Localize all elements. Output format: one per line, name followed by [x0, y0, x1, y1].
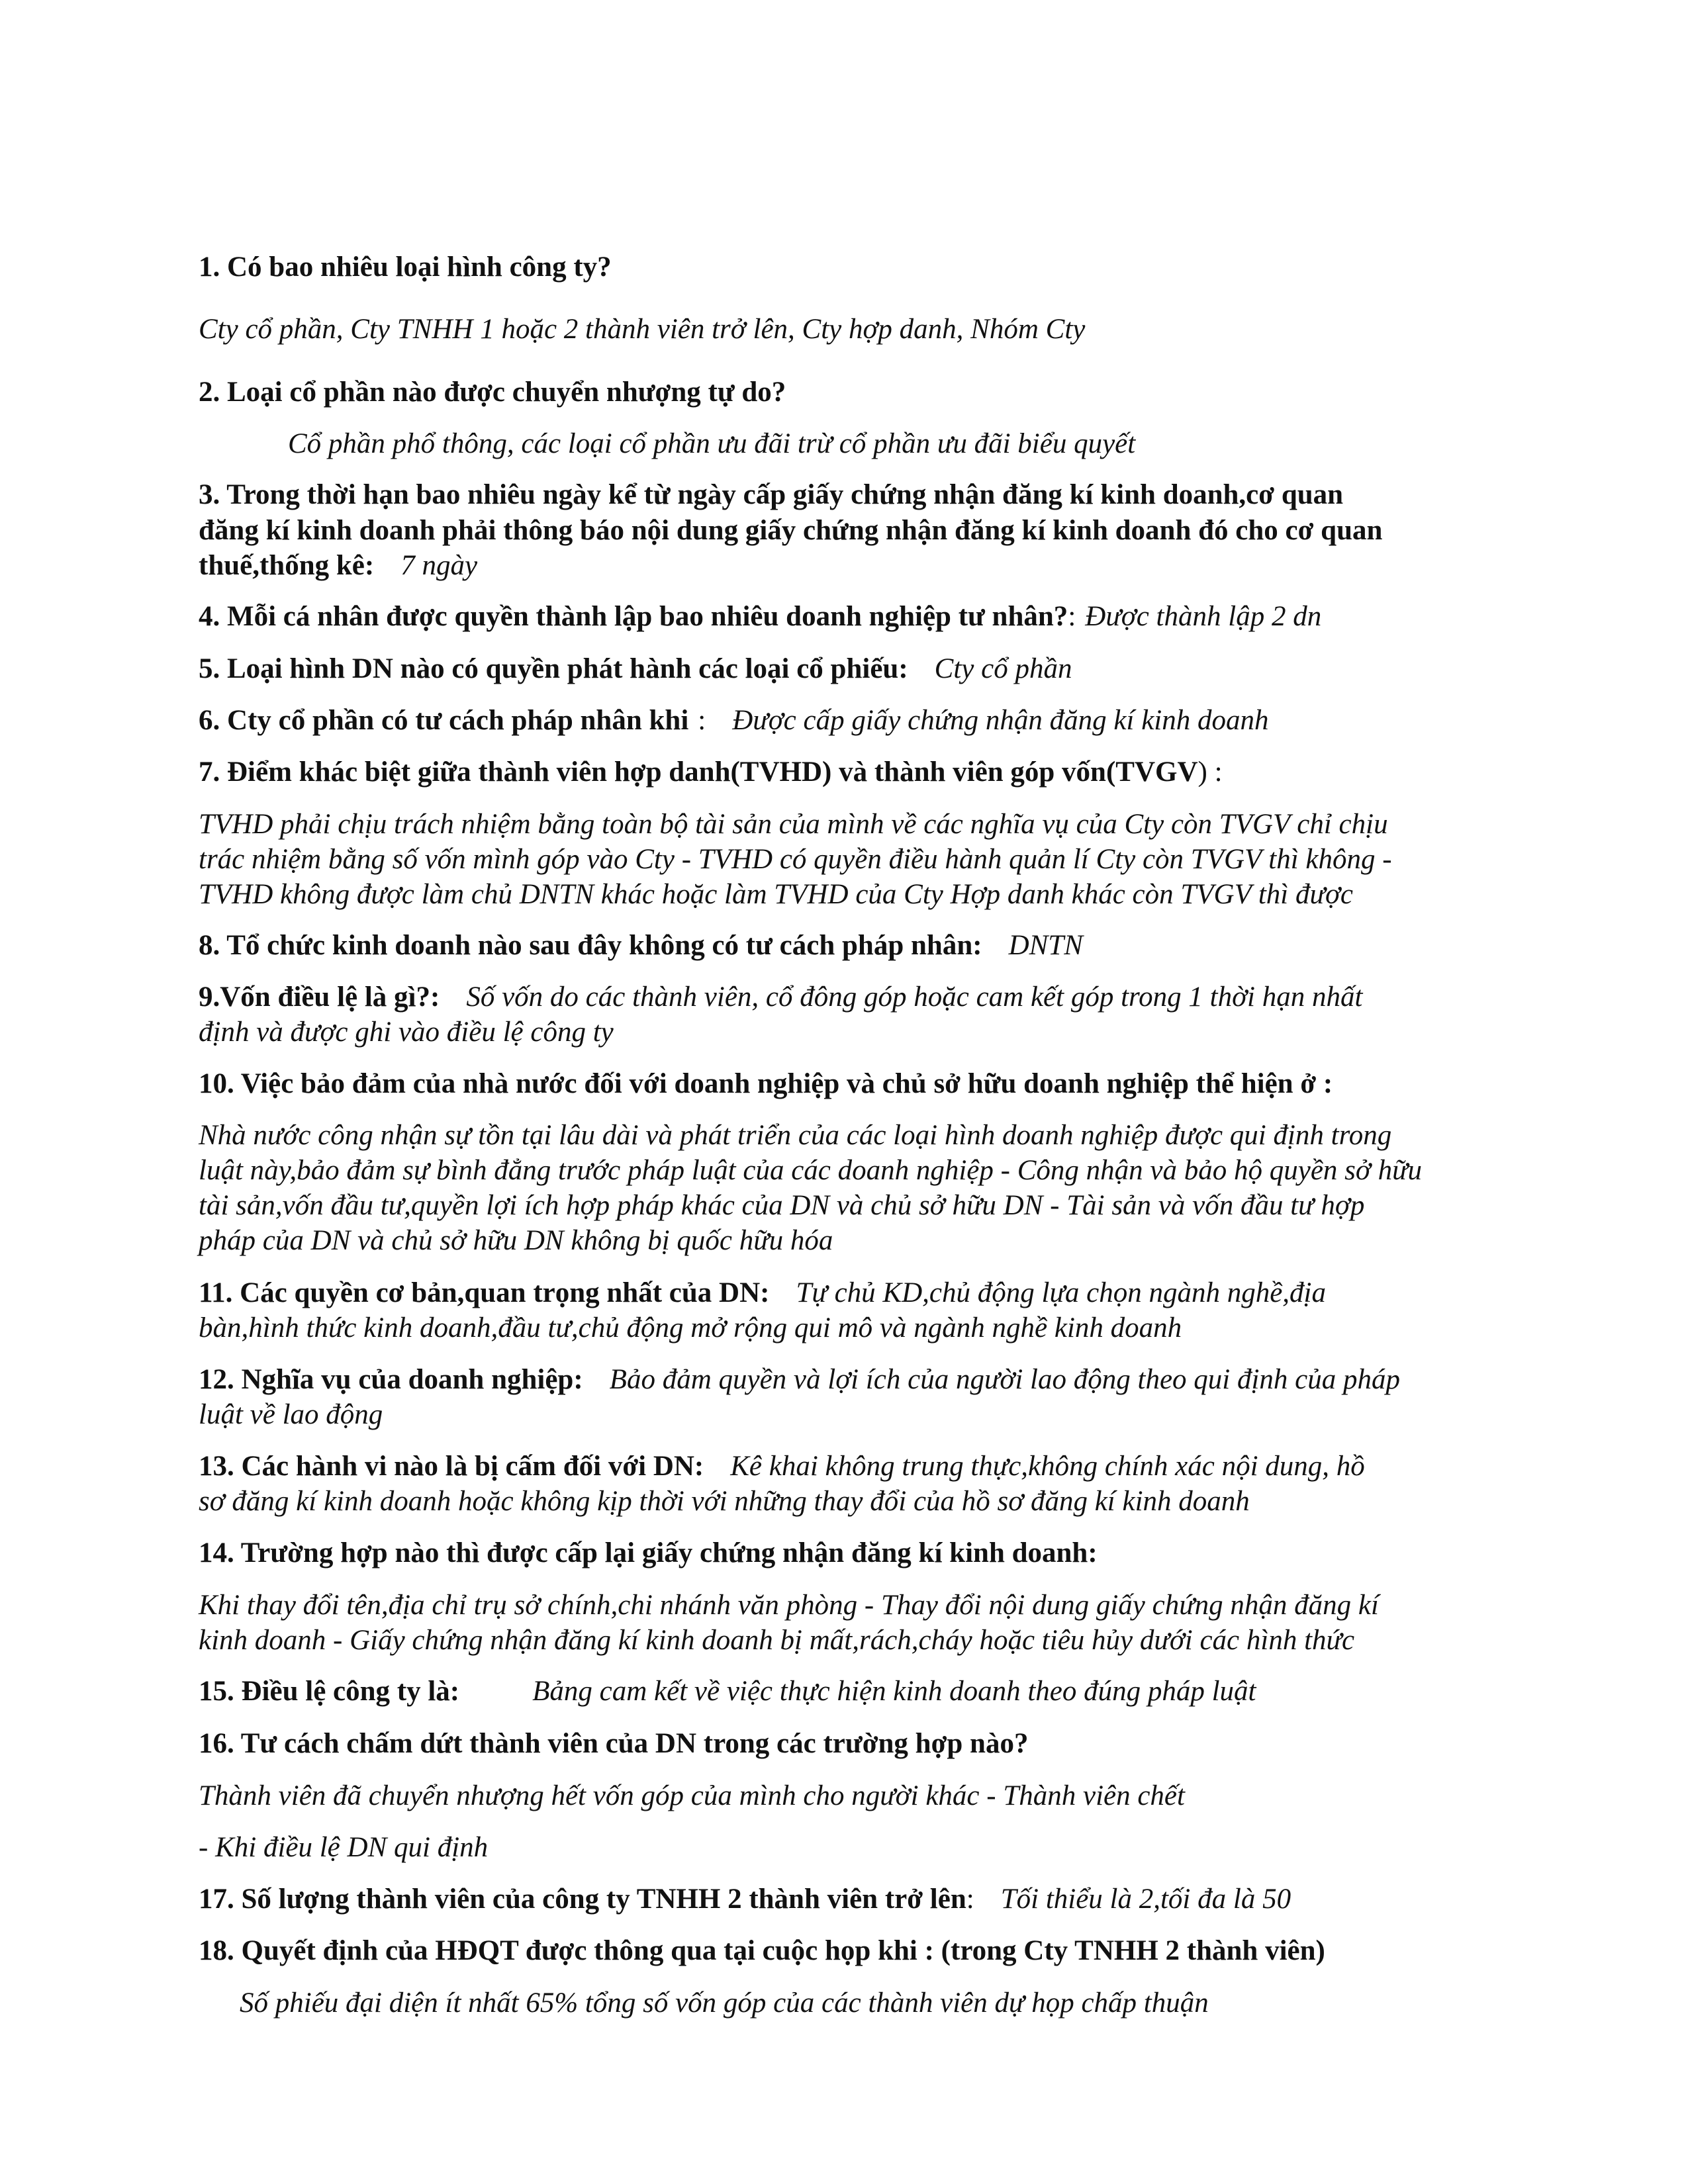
answer-6-text: Được cấp giấy chứng nhận đăng kí kinh doanh [732, 705, 1269, 736]
question-12-text: 12. Nghĩa vụ của doanh nghiệp: [199, 1364, 583, 1395]
answer-3-text: 7 ngày [400, 550, 478, 581]
question-12 [199, 1363, 1509, 1397]
answer-17-text: Tối thiểu là 2,tối đa là 50 [1000, 1884, 1291, 1915]
answer-16-text-2: - Khi điều lệ DN qui định [199, 1832, 489, 1863]
answer-18 [240, 1986, 1550, 2021]
answer-10-line-4 [199, 1224, 1509, 1258]
question-18-text: 18. Quyết định của HĐQT được thông qua tại cuộc họp khi : (trong Cty TNHH 2 thành viên) [199, 1935, 1325, 1966]
question-15 [199, 1674, 1509, 1709]
question-15-text: 15. Điều lệ công ty là: [199, 1676, 460, 1707]
answer-7-line-3 [199, 878, 1509, 912]
question-16 [199, 1727, 1509, 1761]
question-3-line-1 [199, 478, 1509, 512]
question-4-text: 4. Mỗi cá nhân được quyền thành lập bao nhiêu doanh nghiệp tư nhân? [199, 601, 1068, 632]
question-9-text: 9.Vốn điều lệ là gì?: [199, 981, 440, 1013]
question-2 [199, 375, 1509, 410]
question-3-text-1: 3. Trong thời hạn bao nhiêu ngày kể từ ngày cấp giấy chứng nhận đăng kí kinh doanh,cơ quan [199, 479, 1344, 510]
answer-14-text-1: Khi thay đổi tên,địa chỉ trụ sở chính,chi nhánh văn phòng - Thay đổi nội dung giấy chứng nhận đăng kí [199, 1590, 1379, 1621]
answer-14-text-2: kinh doanh - Giấy chứng nhận đăng kí kinh doanh bị mất,rách,cháy hoặc tiêu hủy dưới các hình thức [199, 1625, 1355, 1656]
answer-14-line-2 [199, 1623, 1509, 1658]
answer-2 [288, 427, 1599, 461]
answer-18-text: Số phiếu đại diện ít nhất 65% tổng số vốn góp của các thành viên dự họp chấp thuận [240, 1987, 1209, 2019]
question-16-text: 16. Tư cách chấm dứt thành viên của DN trong các trường hợp nào? [199, 1728, 1029, 1759]
answer-7-text-3: TVHD không được làm chủ DNTN khác hoặc làm TVHD của Cty Hợp danh khác còn TVGV thì được [199, 879, 1353, 910]
answer-9-text-1: Số vốn do các thành viên, cổ đông góp hoặc cam kết góp trong 1 thời hạn nhất [466, 981, 1363, 1013]
question-6-text: 6. Cty cổ phần có tư cách pháp nhân khi [199, 705, 689, 736]
question-3-text-3: thuế,thống kê: [199, 550, 375, 581]
answer-11-text-2: bàn,hình thức kinh doanh,đầu tư,chủ động mở rộng qui mô và ngành nghề kinh doanh [199, 1312, 1182, 1343]
answer-10-text-3: tài sản,vốn đầu tư,quyền lợi ích hợp pháp khác của DN và chủ sở hữu DN - Tài sản và vốn đầu tư hợp [199, 1190, 1365, 1221]
answer-7-line-1 [199, 807, 1509, 842]
question-17-text: 17. Số lượng thành viên của công ty TNHH 2 thành viên trở lên [199, 1884, 966, 1915]
answer-10-text-4: pháp của DN và chủ sở hữu DN không bị quốc hữu hóa [199, 1225, 833, 1256]
question-7 [199, 755, 1509, 790]
question-3-line-2 [199, 514, 1509, 548]
question-13-text: 13. Các hành vi nào là bị cấm đối với DN: [199, 1451, 704, 1482]
question-1-text: 1. Có bao nhiêu loại hình công ty? [199, 251, 612, 283]
answer-5-text: Cty cổ phần [934, 653, 1072, 684]
answer-13-line-2 [199, 1484, 1509, 1519]
answer-1-text: Cty cổ phần, Cty TNHH 1 hoặc 2 thành viên trở lên, Cty hợp danh, Nhóm Cty [199, 314, 1086, 345]
question-4 [199, 600, 1509, 634]
question-3-line-3 [199, 549, 1509, 583]
question-5-text: 5. Loại hình DN nào có quyền phát hành các loại cổ phiếu: [199, 653, 908, 684]
answer-11-text-1: Tự chủ KD,chủ động lựa chọn ngành nghề,địa [796, 1277, 1327, 1308]
answer-10-text-2: luật này,bảo đảm sự bình đẳng trước pháp luật của các doanh nghiệp - Công nhận và bảo hộ quyền sở hữu [199, 1155, 1423, 1186]
question-14-text: 14. Trường hợp nào thì được cấp lại giấy chứng nhận đăng kí kinh doanh: [199, 1537, 1098, 1569]
answer-7-text-2: trác nhiệm bằng số vốn mình góp vào Cty - TVHD có quyền điều hành quản lí Cty còn TVGV thì không - [199, 844, 1392, 875]
answer-14-line-1 [199, 1588, 1509, 1623]
question-8-text: 8. Tổ chức kinh doanh nào sau đây không có tư cách pháp nhân: [199, 930, 982, 961]
answer-8-text: DNTN [1008, 930, 1083, 961]
answer-11-line-2 [199, 1311, 1509, 1345]
answer-1 [199, 312, 1509, 347]
question-2-text: 2. Loại cổ phần nào được chuyển nhượng tự do? [199, 377, 786, 408]
question-7-tail: ) : [1197, 756, 1223, 788]
question-3-text-2: đăng kí kinh doanh phải thông báo nội dung giấy chứng nhận đăng kí kinh doanh đó cho cơ quan [199, 515, 1383, 546]
question-9 [199, 980, 1509, 1015]
question-10-text: 10. Việc bảo đảm của nhà nước đối với doanh nghiệp và chủ sở hữu doanh nghiệp thể hiện ở : [199, 1068, 1333, 1099]
answer-4-text: Được thành lập 2 dn [1085, 601, 1322, 632]
question-5 [199, 652, 1509, 686]
question-18 [199, 1934, 1509, 1968]
question-8 [199, 929, 1509, 963]
answer-16-line-2 [199, 1831, 1509, 1865]
answer-7-text-1: TVHD phải chịu trách nhiệm bằng toàn bộ tài sản của mình về các nghĩa vụ của Cty còn TVGV chỉ chịu [199, 809, 1388, 840]
answer-15-text: Bảng cam kết về việc thực hiện kinh doanh theo đúng pháp luật [532, 1676, 1256, 1707]
answer-12-text-1: Bảo đảm quyền và lợi ích của người lao động theo qui định của pháp [609, 1364, 1401, 1395]
answer-10-line-2 [199, 1154, 1509, 1188]
answer-7-line-2 [199, 842, 1509, 877]
question-6 [199, 704, 1509, 738]
question-10 [199, 1067, 1509, 1101]
answer-9-text-2: định và được ghi vào điều lệ công ty [199, 1017, 614, 1048]
question-11-text: 11. Các quyền cơ bản,quan trọng nhất của DN: [199, 1277, 770, 1308]
question-17-colon: : [966, 1884, 974, 1915]
answer-10-line-1 [199, 1118, 1509, 1153]
question-14 [199, 1536, 1509, 1570]
answer-16-text-1: Thành viên đã chuyển nhượng hết vốn góp của mình cho người khác - Thành viên chết [199, 1780, 1185, 1811]
answer-12-line-2 [199, 1398, 1509, 1432]
question-6-colon: : [698, 705, 706, 736]
answer-10-line-3 [199, 1189, 1509, 1223]
question-7-text: 7. Điểm khác biệt giữa thành viên hợp danh(TVHD) và thành viên góp vốn(TVGV [199, 756, 1198, 788]
question-4-colon: : [1068, 601, 1076, 632]
answer-2-text: Cổ phần phổ thông, các loại cổ phần ưu đãi trừ cổ phần ưu đãi biểu quyết [288, 428, 1136, 459]
question-13 [199, 1449, 1509, 1484]
question-11 [199, 1276, 1509, 1310]
answer-12-text-2: luật về lao động [199, 1399, 383, 1430]
answer-13-text-2: sơ đăng kí kinh doanh hoặc không kịp thời với những thay đổi của hồ sơ đăng kí kinh doanh [199, 1486, 1250, 1517]
answer-9-line-2 [199, 1015, 1509, 1050]
answer-13-text-1: Kê khai không trung thực,không chính xác nội dung, hồ [730, 1451, 1365, 1482]
question-17 [199, 1882, 1509, 1917]
question-1 [199, 250, 1509, 285]
answer-10-text-1: Nhà nước công nhận sự tồn tại lâu dài và phát triển của các loại hình doanh nghiệp được qui định trong [199, 1120, 1392, 1151]
answer-16-line-1 [199, 1779, 1509, 1813]
